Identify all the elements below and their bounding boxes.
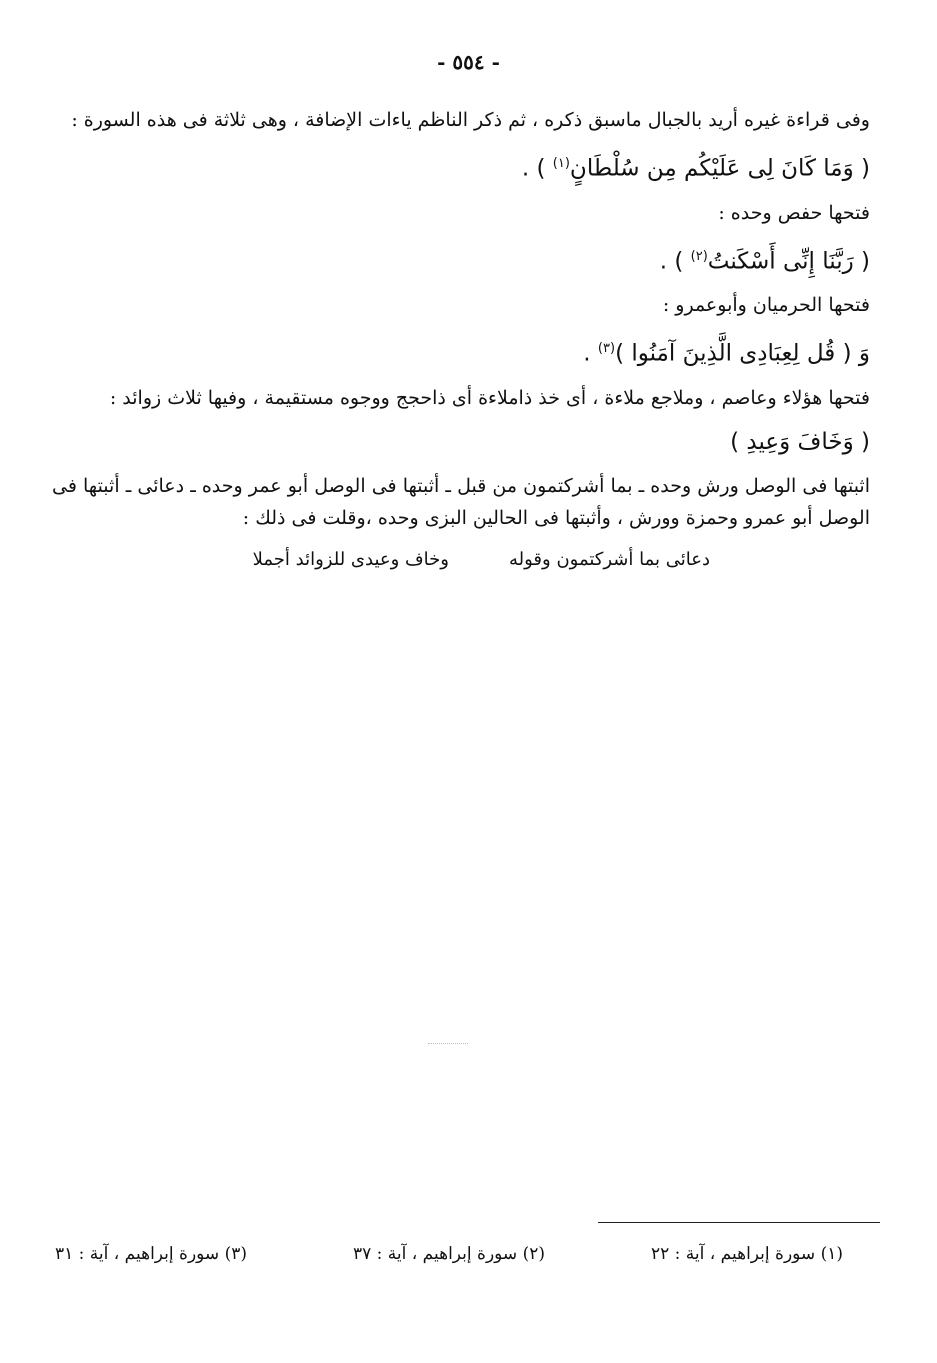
verse-end: ) . bbox=[521, 155, 546, 182]
footnote-1: (١) سورة إبراهيم ، آية : ٢٢ bbox=[651, 1244, 843, 1264]
footnote-divider bbox=[598, 1222, 880, 1223]
footnote-2: (٢) سورة إبراهيم ، آية : ٣٧ bbox=[353, 1244, 545, 1264]
paragraph-readings: فتحها هؤلاء وعاصم ، وملاجع ملاءة ، أى خذ ذاملاءة أى ذاحجج ووجوه مستقيمة ، وفيها ثلاث زوائد : bbox=[109, 386, 870, 409]
footnote-ref: (١) bbox=[552, 156, 570, 171]
quran-verse-3 bbox=[52, 327, 870, 376]
poem-verse bbox=[52, 544, 870, 576]
footnotes bbox=[55, 1244, 843, 1264]
quran-verse-4 bbox=[52, 420, 870, 464]
paragraph-intro: وفى قراءة غيره أريد بالجبال ماسبق ذكره ، ثم ذكر الناظم ياءات الإضافة ، وهى ثلاثة فى هذه السورة : bbox=[71, 109, 870, 131]
verse-text: وَ ( قُل لِعِبَادِى الَّذِينَ آمَنُوا ) bbox=[615, 340, 870, 367]
reading-note-1: فتحها حفص وحده : bbox=[718, 201, 870, 224]
poem-first-hemistich: دعائى بما أشركتمون وقوله bbox=[509, 548, 710, 570]
poem-second-hemistich: وخاف وعيدى للزوائد أجملا bbox=[252, 548, 449, 570]
footnote-ref: (٣) bbox=[597, 341, 616, 357]
page-number: - ٥٥٤ - bbox=[437, 50, 500, 74]
quran-verse-2 bbox=[52, 235, 870, 284]
body-text bbox=[52, 104, 870, 576]
verse-text: ( وَمَا كَانَ لِى عَلَيْكُم مِن سُلْطَانٍ bbox=[569, 155, 870, 182]
paragraph-additions: اثبتها فى الوصل ورش وحده ـ بما أشركتمون من قبل ـ أثبتها فى الوصل أبو عمر وحده ـ دعائى ـ أثبتها فى الوصل أبو عمرو وحمزة وورش ، وأثبتها فى الحالين البزى وحده ،وقلت فى ذلك : bbox=[52, 474, 870, 529]
verse-text: ( وَخَافَ وَعِيدِ ) bbox=[730, 428, 870, 455]
quran-verse-1 bbox=[52, 142, 870, 191]
verse-text: ( رَبَّنَا إِنِّى أَسْكَنتُ bbox=[707, 248, 870, 275]
verse-end: ) . bbox=[659, 248, 684, 275]
footnote-ref: (٢) bbox=[690, 248, 708, 264]
scan-artifact bbox=[428, 1043, 468, 1046]
reading-note-2: فتحها الحرميان وأبوعمرو : bbox=[662, 294, 870, 317]
footnote-3: (٣) سورة إبراهيم ، آية : ٣١ bbox=[55, 1244, 247, 1264]
verse-end: . bbox=[583, 340, 591, 367]
